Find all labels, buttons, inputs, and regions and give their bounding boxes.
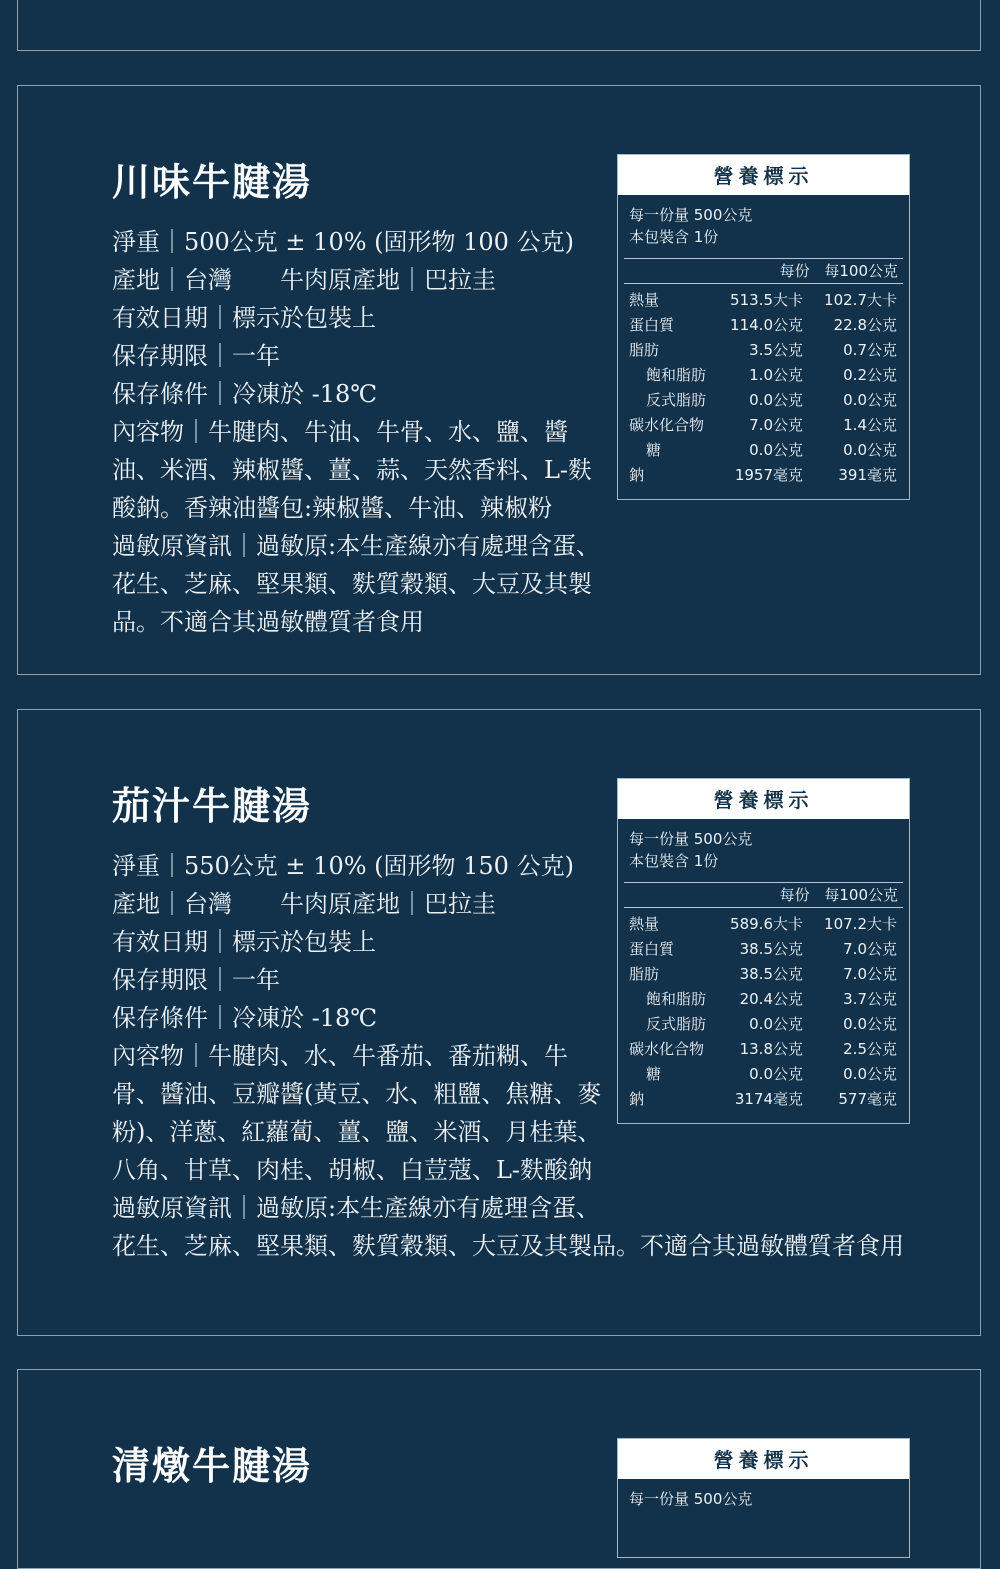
- nutrition-row: 反式脂肪 0.0公克 0.0公克: [646, 1015, 897, 1033]
- col-per-serving: 每份: [779, 886, 810, 904]
- nutrition-row: 反式脂肪 0.0公克 0.0公克: [646, 391, 897, 409]
- nutrition-row: 糖 0.0公克 0.0公克: [646, 441, 897, 459]
- nutrition-row: 鈉 1957毫克 391毫克: [629, 466, 897, 484]
- allergens: 過敏原資訊｜過敏原:本生產線亦有處理含蛋、花生、芝麻、堅果類、麩質穀類、大豆及其製品。不適合其過敏體質者食用: [112, 532, 601, 636]
- nutrition-row: 碳水化合物 13.8公克 2.5公克: [629, 1040, 897, 1058]
- product-card-top-partial: [17, 0, 981, 51]
- ingredients: 內容物｜牛腱肉、水、牛番茄、番茄糊、牛骨、醬油、豆瓣醬(黃豆、水、粗鹽、焦糖、麥粉)、洋蔥、紅蘿蔔、薑、鹽、米酒、月桂葉、八角、甘草、肉桂、胡椒、白荳蔻、L-麩酸鈉: [112, 1042, 602, 1184]
- nutrition-row: 糖 0.0公克 0.0公克: [646, 1065, 897, 1083]
- expiry: 有效日期｜標示於包裝上: [112, 304, 376, 332]
- nutrition-header: 營養標示: [618, 155, 909, 195]
- serving-size: 每一份量 500公克: [629, 1490, 753, 1508]
- serving-size: 每一份量 500公克: [629, 830, 753, 848]
- nutrition-row: 脂肪 38.5公克 7.0公克: [629, 965, 897, 983]
- nutrition-header: 營養標示: [618, 779, 909, 819]
- ingredients: 內容物｜牛腱肉、牛油、牛骨、水、鹽、醬油、米酒、辣椒醬、薑、蒜、天然香料、L-麩酸鈉。香辣油醬包:辣椒醬、牛油、辣椒粉: [112, 418, 593, 522]
- expiry: 有效日期｜標示於包裝上: [112, 928, 376, 956]
- shelf-life: 保存期限｜一年: [112, 342, 280, 370]
- nutrition-row: 熱量 589.6大卡 107.2大卡: [629, 915, 897, 933]
- shelf-life: 保存期限｜一年: [112, 966, 280, 994]
- nutrition-table: [617, 1438, 910, 1558]
- nutrition-row: 熱量 513.5大卡 102.7大卡: [629, 291, 897, 309]
- col-per-100g: 每100公克: [824, 886, 898, 904]
- product-title: 茄汁牛腱湯: [112, 783, 313, 828]
- product-title: 清燉牛腱湯: [112, 1443, 313, 1488]
- product-title: 川味牛腱湯: [112, 159, 313, 204]
- nutrition-row: 脂肪 3.5公克 0.7公克: [629, 341, 897, 359]
- origin: 產地｜台灣 牛肉原產地｜巴拉圭: [112, 890, 496, 918]
- servings-per-pack: 本包裝含 1份: [629, 228, 719, 246]
- nutrition-table: [617, 154, 910, 500]
- origin: 產地｜台灣 牛肉原產地｜巴拉圭: [112, 266, 496, 294]
- col-per-serving: 每份: [779, 262, 810, 280]
- nutrition-table: [617, 778, 910, 1124]
- servings-per-pack: 本包裝含 1份: [629, 852, 719, 870]
- storage: 保存條件｜冷凍於 -18℃: [112, 1004, 378, 1032]
- nutrition-row: 碳水化合物 7.0公克 1.4公克: [629, 416, 897, 434]
- net-weight: 淨重｜550公克 ± 10% (固形物 150 公克): [112, 852, 574, 880]
- storage: 保存條件｜冷凍於 -18℃: [112, 380, 378, 408]
- nutrition-row: 飽和脂肪 1.0公克 0.2公克: [646, 366, 897, 384]
- nutrition-row: 鈉 3174毫克 577毫克: [629, 1090, 897, 1108]
- nutrition-row: 飽和脂肪 20.4公克 3.7公克: [646, 990, 897, 1008]
- allergens: 過敏原資訊｜過敏原:本生產線亦有處理含蛋、花生、芝麻、堅果類、麩質穀類、大豆及其製品。不適合其過敏體質者食用: [112, 1194, 904, 1260]
- col-per-100g: 每100公克: [824, 262, 898, 280]
- serving-size: 每一份量 500公克: [629, 206, 753, 224]
- nutrition-row: 蛋白質 114.0公克 22.8公克: [629, 316, 897, 334]
- nutrition-row: 蛋白質 38.5公克 7.0公克: [629, 940, 897, 958]
- net-weight: 淨重｜500公克 ± 10% (固形物 100 公克): [112, 228, 574, 256]
- nutrition-header: 營養標示: [618, 1439, 909, 1479]
